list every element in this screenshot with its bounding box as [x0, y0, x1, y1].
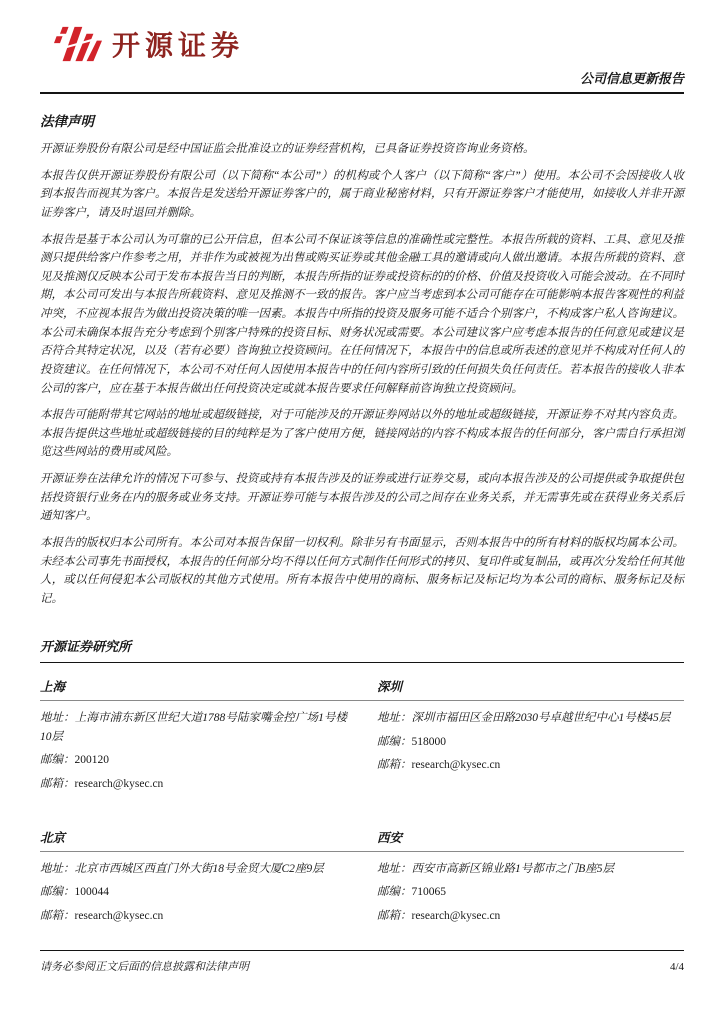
office-xian	[377, 860, 684, 930]
office-email	[40, 775, 347, 793]
address-value: 深圳市福田区金田路2030号卓越世纪中心1号楼45层	[411, 712, 671, 725]
company-logo	[54, 24, 244, 64]
office-address	[40, 709, 347, 746]
office-city-shanghai: 上海	[40, 680, 66, 695]
office-zip	[40, 883, 347, 901]
office-email	[377, 907, 684, 925]
email-value[interactable]: research@kysec.cn	[411, 759, 501, 772]
legal-title: 法律声明	[40, 114, 94, 129]
address-value: 北京市西城区西直门外大街18号金贸大厦C2座9层	[74, 862, 324, 875]
legal-paragraph-3: 本报告是基于本公司认为可靠的已公开信息，但本公司不保证该等信息的准确性或完整性。本报告所载的资料、工具、意见及推测只提供给客户作参考之用，并非作为或被视为出售或购买证券或其他金融工具的邀请或向人做出邀请。本报告所载的资料、意见及推测仅反映本公司于发布本报告当日的判断，本报告所指的证券或投资标的的价格、价值及投资收入可能会波动。在不同时期，本公司可发出与本报告所载资料、意见及推测不一致的报告。客户应当考虑到本公司可能存在可能影响本报告客观性的利益冲突，不应视本报告为做出投资决策的唯一因素。本报告中所指的投资及服务可能不适合个别客户，不构成客户私人咨询建议。本公司未确保本报告充分考虑到个别客户特殊的投资目标、财务状况或需要。本公司建议客户应考虑本报告的任何意见或建议是否符合其特定状况，以及（若有必要）咨询独立投资顾问。在任何情况下，本报告中的信息或所表述的意见并不构成对任何人的投资建议。在任何情况下，本公司不对任何人因使用本报告中的任何内容所引致的任何损失负任何责任。若本报告的接收人非本公司的客户，应在基于本报告做出任何投资决定或就本报告要求任何解释前咨询独立投资顾问。	[40, 233, 684, 395]
city-header-row	[40, 828, 684, 852]
office-city-shenzhen: 深圳	[377, 680, 403, 695]
office-row-shanghai-shenzhen	[40, 677, 684, 798]
address-value: 西安市高新区锦业路1号都市之门B座5层	[411, 862, 615, 875]
zip-value: 518000	[411, 735, 446, 748]
logo-text: 开源证券	[112, 31, 245, 62]
zip-label: 邮编：	[377, 735, 412, 748]
office-zip	[377, 733, 684, 751]
legal-paragraph-6: 本报告的版权归本公司所有。本公司对本报告保留一切权利。除非另有书面显示，否则本报告中的所有材料的版权均属本公司。未经本公司事先书面授权，本报告的任何部分均不得以任何方式制作任何形式的拷贝、复印件或复制品，或再次分发给任何其他人，或以任何侵犯本公司版权的其他方式使用。所有本报告中使用的商标、服务标记及标记均为本公司的商标、服务标记及标记。	[40, 536, 684, 605]
zip-label: 邮编：	[40, 754, 75, 767]
report-header	[40, 24, 684, 64]
legal-paragraph-1: 开源证券股份有限公司是经中国证监会批准设立的证券经营机构，已具备证券投资咨询业务资格。	[40, 143, 535, 155]
office-city-beijing: 北京	[40, 830, 66, 845]
research-institute-title: 开源证券研究所	[40, 636, 684, 663]
city-header-row	[40, 677, 684, 701]
office-beijing	[40, 860, 347, 930]
legal-paragraph-5: 开源证券在法律允许的情况下可参与、投资或持有本报告涉及的证券或进行证券交易，或向本报告涉及的公司提供或争取提供包括投资银行业务在内的服务或业务支持。开源证券可能与本报告涉及的公司之间存在业务关系，并无需事先或在获得业务关系后通知客户。	[40, 473, 684, 523]
email-value[interactable]: research@kysec.cn	[411, 909, 501, 922]
page-footer	[40, 950, 684, 974]
legal-paragraph-2: 本报告仅供开源证券股份有限公司（以下简称“本公司”）的机构或个人客户（以下简称“客户”）使用。本公司不会因接收人收到本报告而视其为客户。本报告是发送给开源证券客户的，属于商业秘密材料，只有开源证券客户才能使用，如接收人并非开源证券客户，请及时退回并删除。	[40, 169, 684, 219]
research-institute-section	[40, 636, 684, 930]
zip-label: 邮编：	[377, 886, 412, 899]
zip-value: 200120	[74, 754, 109, 767]
logo-icon	[54, 26, 102, 62]
report-type-label: 公司信息更新报告	[579, 71, 684, 86]
address-value: 上海市浦东新区世纪大道1788号陆家嘴金控广场1号楼10层	[40, 712, 348, 743]
office-detail-row	[40, 709, 684, 798]
address-label: 地址：	[40, 862, 75, 875]
footer-disclaimer: 请务必参阅正文后面的信息披露和法律声明	[40, 961, 249, 973]
office-email	[40, 907, 347, 925]
office-shenzhen	[377, 709, 684, 779]
office-address	[377, 860, 684, 878]
email-value[interactable]: research@kysec.cn	[74, 777, 164, 790]
address-label: 地址：	[377, 712, 412, 725]
zip-label: 邮编：	[40, 886, 75, 899]
header-divider	[40, 92, 684, 94]
legal-paragraph-4: 本报告可能附带其它网站的地址或超级链接，对于可能涉及的开源证券网站以外的地址或超级链接，开源证券不对其内容负责。本报告提供这些地址或超级链接的目的纯粹是为了客户使用方便，链接网站的内容不构成本报告的任何部分，客户需自行承担浏览这些网站的费用或风险。	[40, 409, 684, 459]
office-zip	[40, 751, 347, 769]
email-label: 邮箱：	[40, 909, 75, 922]
office-row-beijing-xian	[40, 828, 684, 930]
zip-value: 100044	[74, 886, 109, 899]
address-label: 地址：	[40, 712, 75, 725]
page-number: 4/4	[669, 961, 684, 973]
office-city-xian: 西安	[377, 830, 403, 845]
office-address	[40, 860, 347, 878]
email-value[interactable]: research@kysec.cn	[74, 909, 164, 922]
legal-section	[40, 110, 684, 608]
address-label: 地址：	[377, 862, 412, 875]
office-zip	[377, 883, 684, 901]
office-shanghai	[40, 709, 347, 798]
zip-value: 710065	[411, 886, 446, 899]
office-address	[377, 709, 684, 727]
email-label: 邮箱：	[377, 759, 412, 772]
email-label: 邮箱：	[377, 909, 412, 922]
office-detail-row	[40, 860, 684, 930]
email-label: 邮箱：	[40, 777, 75, 790]
office-email	[377, 756, 684, 774]
